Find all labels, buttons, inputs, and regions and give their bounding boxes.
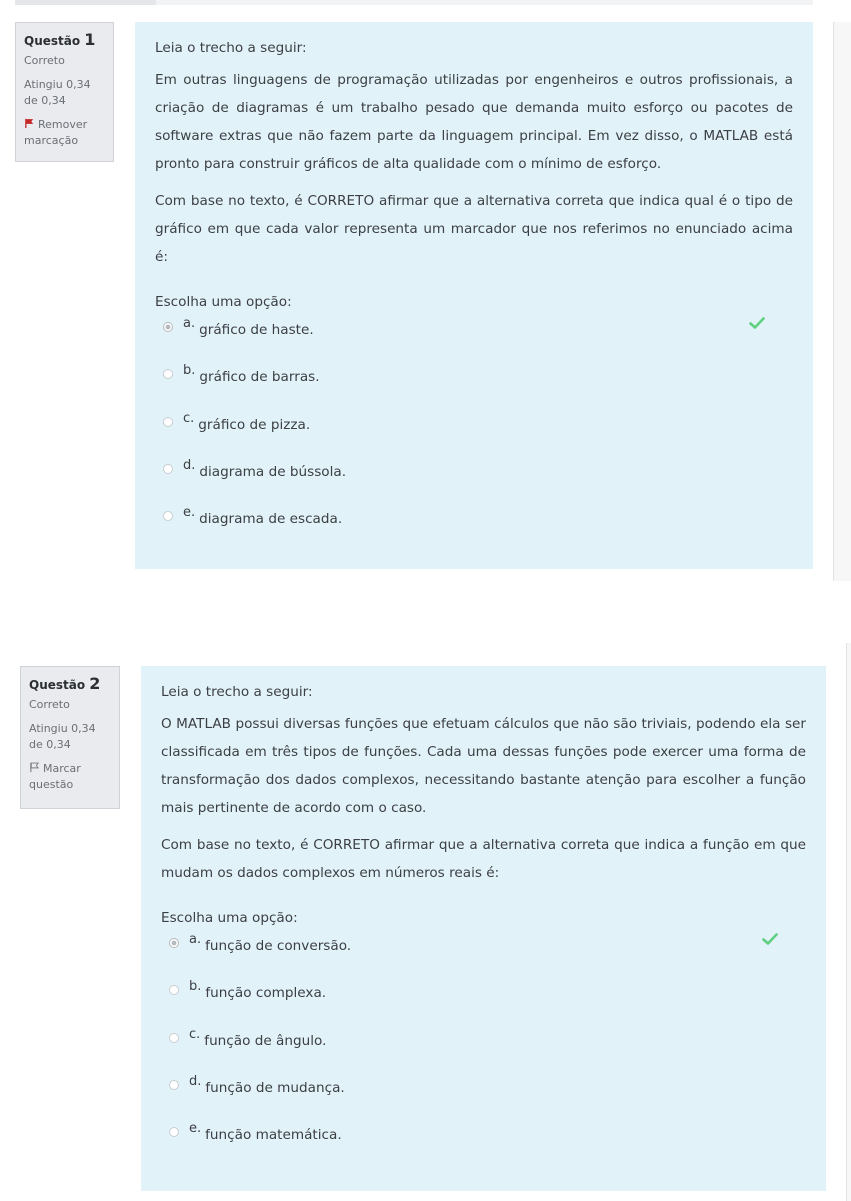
question-paragraph: Com base no texto, é CORRETO afirmar que a alternativa correta que indica a função em que mudam os dados complexos em números reais é: <box>161 837 806 881</box>
remove-flag-link[interactable] <box>24 117 105 149</box>
answer-option[interactable] <box>155 410 793 457</box>
option-letter: c. <box>183 410 195 426</box>
question-number <box>29 675 111 694</box>
option-letter: e. <box>189 1121 202 1137</box>
answer-list <box>161 931 806 1167</box>
question-content <box>141 666 826 1191</box>
answer-option[interactable] <box>161 978 806 1025</box>
question-lead: Leia o trecho a seguir: <box>155 40 307 56</box>
option-text: função matemática. <box>205 1127 342 1144</box>
answer-list <box>155 315 793 551</box>
question-info-panel <box>20 666 120 809</box>
option-text: função de conversão. <box>205 938 352 954</box>
radio-button[interactable] <box>169 1127 179 1137</box>
option-letter: d. <box>183 457 196 473</box>
answer-option[interactable] <box>161 1073 806 1120</box>
radio-button[interactable] <box>163 369 173 379</box>
option-text: função de mudança. <box>205 1079 345 1096</box>
previous-question-footer <box>15 0 813 5</box>
radio-button[interactable] <box>169 1080 179 1090</box>
radio-button[interactable] <box>169 1033 179 1043</box>
radio-button[interactable] <box>163 322 173 332</box>
answer-option[interactable] <box>155 315 793 362</box>
option-text: gráfico de barras. <box>199 369 320 386</box>
question-grade: Atingiu 0,34 de 0,34 <box>24 78 91 107</box>
question-number-value: 2 <box>89 674 101 693</box>
flag-question-link[interactable] <box>29 761 111 793</box>
question-label: Questão <box>24 34 81 48</box>
answer-option[interactable] <box>155 504 793 551</box>
question-paragraph: Em outras linguagens de programação utilizadas por engenheiros e outros profissionais, a criação de diagramas é um trabalho pesado que demanda muito esforço ou pacotes de software extras que não fazem parte da linguagem principal. Em vez disso, o MATLAB está pronto para construir gráficos de alta qualidade com o mínimo de esforço. <box>155 72 793 172</box>
flag-label: Remover marcação <box>24 118 88 147</box>
option-letter: b. <box>183 363 196 379</box>
answer-option[interactable] <box>155 457 793 504</box>
option-letter: b. <box>189 979 202 995</box>
answer-option[interactable] <box>161 1026 806 1073</box>
flag-outline-icon <box>29 762 40 773</box>
answer-prompt: Escolha uma opção: <box>161 910 298 926</box>
radio-button[interactable] <box>163 417 173 427</box>
question-paragraph: Com base no texto, é CORRETO afirmar que a alternativa correta que indica qual é o tipo de gráfico em que cada valor representa um marcador que nos referimos no enunciado acima é: <box>155 193 793 265</box>
answer-option[interactable] <box>161 1120 806 1167</box>
answer-option[interactable] <box>155 362 793 409</box>
flag-label: Marcar questão <box>29 762 81 791</box>
question-number <box>24 31 105 50</box>
question-paragraph: O MATLAB possui diversas funções que efetuam cálculos que não são triviais, podendo ela ser classificada em três tipos de funções. Cada uma dessas funções pode exercer uma forma de transformação dos dados complexos, necessitando bastante atenção para escolher a função mais pertinente de acordo com o caso. <box>161 716 806 816</box>
question-label: Questão <box>29 678 86 692</box>
question-state: Correto <box>29 698 70 711</box>
radio-button[interactable] <box>163 464 173 474</box>
scroll-gutter <box>833 22 851 581</box>
option-letter: e. <box>183 505 196 521</box>
option-text: gráfico de haste. <box>199 322 314 338</box>
option-letter: c. <box>189 1026 201 1042</box>
question-number-value: 1 <box>84 30 96 49</box>
question-info-panel <box>15 22 114 162</box>
question-state: Correto <box>24 54 65 67</box>
question-grade: Atingiu 0,34 de 0,34 <box>29 722 96 751</box>
answer-option[interactable] <box>161 931 806 978</box>
correct-check-icon <box>762 933 778 945</box>
correct-check-icon <box>749 317 765 329</box>
option-letter: a. <box>189 932 202 947</box>
option-text: gráfico de pizza. <box>198 416 311 433</box>
radio-button[interactable] <box>163 511 173 521</box>
option-text: diagrama de escada. <box>199 511 343 528</box>
option-letter: a. <box>183 316 196 331</box>
radio-button[interactable] <box>169 985 179 995</box>
option-text: função de ângulo. <box>204 1032 327 1049</box>
previous-question-tab <box>15 0 156 5</box>
answer-prompt: Escolha uma opção: <box>155 294 292 310</box>
flag-filled-icon <box>24 118 35 129</box>
radio-button[interactable] <box>169 938 179 948</box>
question-content <box>135 22 813 569</box>
option-letter: d. <box>189 1073 202 1089</box>
scroll-gutter <box>846 643 851 1201</box>
question-lead: Leia o trecho a seguir: <box>161 684 313 700</box>
option-text: diagrama de bússola. <box>199 463 347 480</box>
option-text: função complexa. <box>205 985 327 1002</box>
